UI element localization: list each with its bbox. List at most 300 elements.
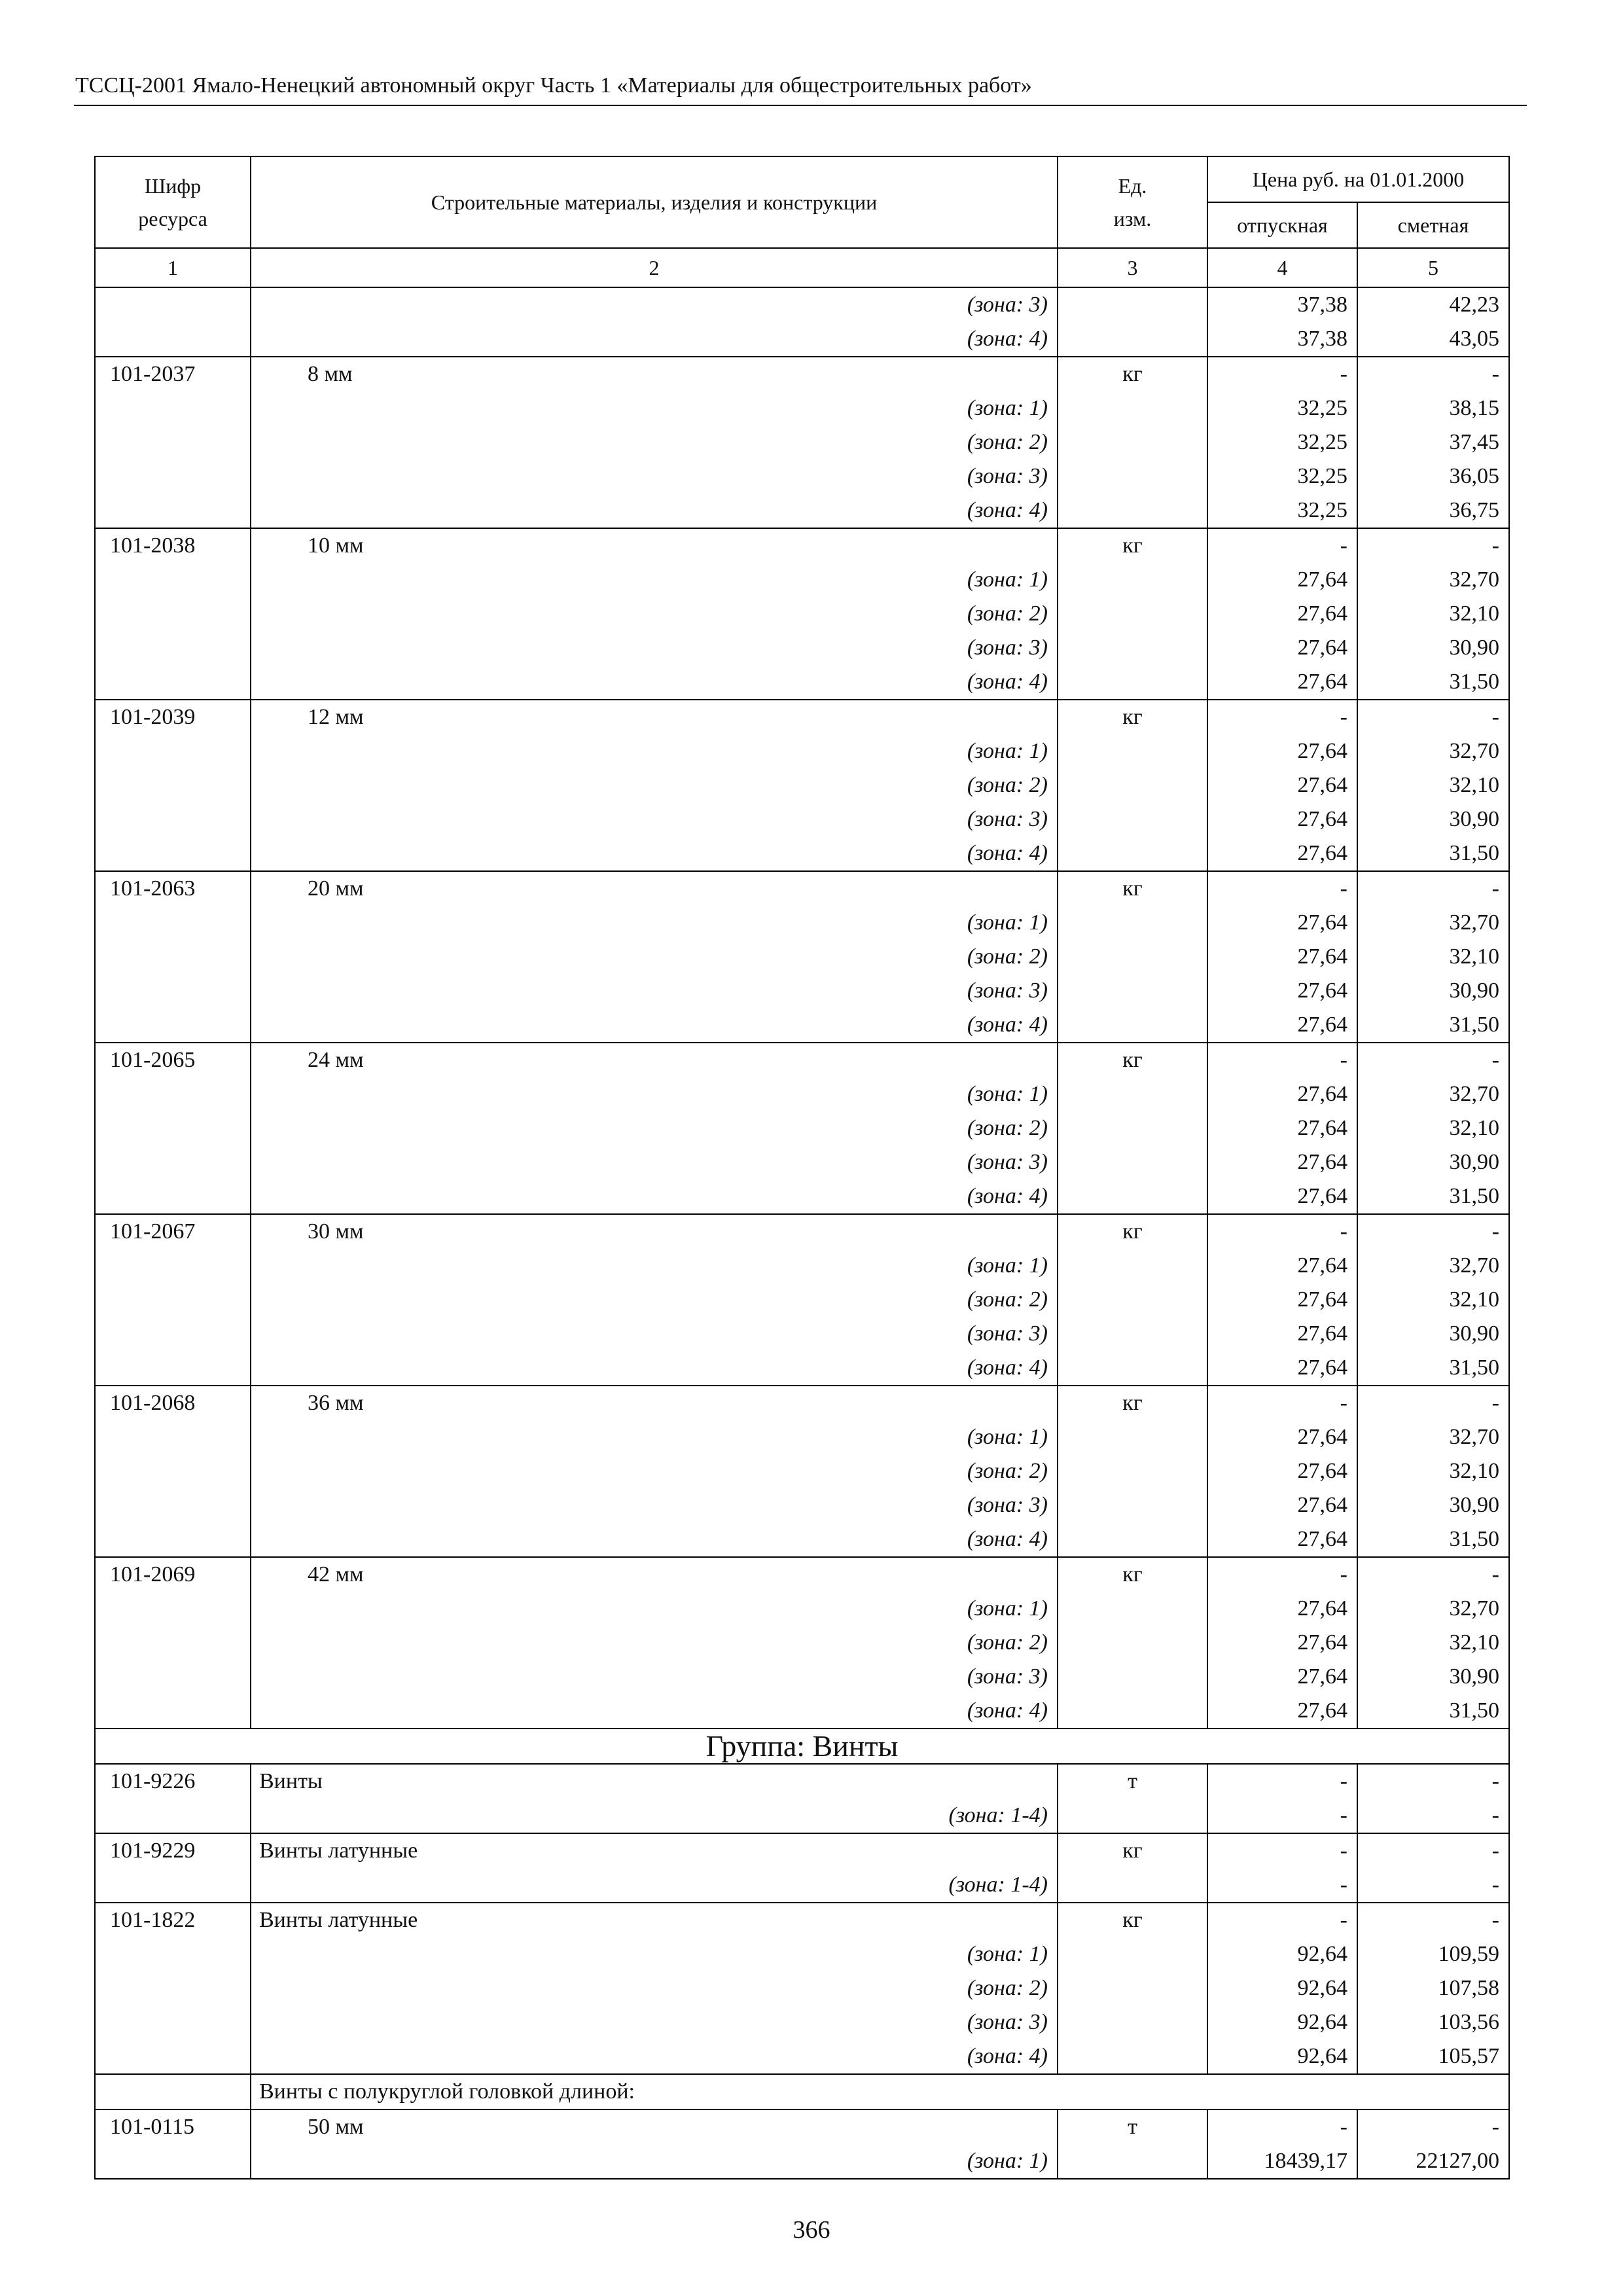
col-number: 3 [1058,248,1207,287]
material-name: 8 мм [251,357,1058,391]
estimate-price: 32,10 [1357,1454,1509,1488]
zone-price-row [95,2144,1509,2179]
resource-row [95,357,1509,391]
zone-label: (зона: 3) [251,1317,1058,1351]
zone-label: (зона: 4) [251,493,1058,528]
resource-code [95,1351,251,1386]
zone-price-row [95,563,1509,597]
running-header: ТССЦ-2001 Ямало-Ненецкий автономный округ Часть 1 «Материалы для общестроительных работ» [75,73,1032,98]
table-body [95,287,1509,2179]
unit [1058,1420,1207,1454]
resource-code [95,1799,251,1833]
unit [1058,631,1207,665]
zone-label: (зона: 4) [251,1694,1058,1729]
release-price: 32,25 [1207,425,1357,459]
resource-code: 101-1822 [95,1903,251,1937]
resource-code [95,665,251,700]
zone-price-row [95,1694,1509,1729]
release-price: 27,64 [1207,1351,1357,1386]
zone-price-row [95,1283,1509,1317]
zone-label: (зона: 1) [251,1937,1058,1971]
estimate-price: 30,90 [1357,631,1509,665]
zone-label: (зона: 1) [251,1077,1058,1111]
resource-code [95,1971,251,2005]
resource-code [95,1111,251,1145]
unit [1058,1111,1207,1145]
col-header-release: отпускная [1207,202,1357,248]
resource-code [95,1249,251,1283]
release-price: 27,64 [1207,906,1357,940]
release-price: 27,64 [1207,1454,1357,1488]
resource-row [95,1764,1509,1799]
release-price: - [1207,1557,1357,1592]
unit: кг [1058,1557,1207,1592]
unit [1058,940,1207,974]
material-name: Винты латунные [251,1903,1058,1937]
zone-label: (зона: 3) [251,631,1058,665]
col-header-price: Цена руб. на 01.01.2000 [1207,156,1509,202]
zone-price-row [95,1454,1509,1488]
unit [1058,2144,1207,2179]
material-name: 42 мм [251,1557,1058,1592]
estimate-price: - [1357,1214,1509,1249]
resource-code: 101-2039 [95,700,251,734]
estimate-price: 32,70 [1357,1420,1509,1454]
estimate-price: 32,10 [1357,597,1509,631]
unit [1058,2005,1207,2039]
zone-label: (зона: 2) [251,597,1058,631]
release-price: 27,64 [1207,768,1357,802]
zone-price-row [95,597,1509,631]
resource-row [95,871,1509,906]
unit: кг [1058,357,1207,391]
resource-code: 101-2037 [95,357,251,391]
zone-label: (зона: 2) [251,1454,1058,1488]
estimate-price: 30,90 [1357,1317,1509,1351]
release-price: - [1207,1833,1357,1868]
estimate-price: 30,90 [1357,1488,1509,1522]
zone-label: (зона: 2) [251,425,1058,459]
estimate-price: 31,50 [1357,1522,1509,1557]
estimate-price: - [1357,1799,1509,1833]
resource-code [95,322,251,357]
page-number: 366 [793,2216,830,2244]
unit [1058,1488,1207,1522]
unit [1058,2039,1207,2074]
zone-label: (зона: 3) [251,1145,1058,1179]
zone-price-row [95,1179,1509,1214]
resource-code: 101-9229 [95,1833,251,1868]
zone-label: (зона: 4) [251,1351,1058,1386]
material-name: 12 мм [251,700,1058,734]
release-price: 27,64 [1207,1008,1357,1043]
zone-price-row [95,1626,1509,1660]
release-price: 27,64 [1207,1249,1357,1283]
unit [1058,1454,1207,1488]
zone-label: (зона: 2) [251,1626,1058,1660]
release-price: 27,64 [1207,597,1357,631]
resource-code [95,734,251,768]
zone-label: (зона: 1) [251,1592,1058,1626]
unit [1058,459,1207,493]
zone-price-row [95,1488,1509,1522]
estimate-price: - [1357,1764,1509,1799]
zone-price-row [95,734,1509,768]
estimate-price: - [1357,700,1509,734]
unit [1058,1937,1207,1971]
resource-code: 101-2068 [95,1386,251,1420]
zone-price-row [95,631,1509,665]
zone-price-row [95,1008,1509,1043]
code-cell [95,2074,251,2109]
release-price: - [1207,1214,1357,1249]
unit: кг [1058,1214,1207,1249]
estimate-price: 31,50 [1357,1351,1509,1386]
release-price: - [1207,1043,1357,1077]
zone-label: (зона: 1) [251,563,1058,597]
release-price: 27,64 [1207,1179,1357,1214]
zone-price-row [95,493,1509,528]
estimate-price: - [1357,1903,1509,1937]
unit [1058,493,1207,528]
estimate-price: 38,15 [1357,391,1509,425]
subheading: Винты с полукруглой головкой длиной: [251,2074,1509,2109]
release-price: 27,64 [1207,1111,1357,1145]
zone-price-row [95,1317,1509,1351]
release-price: - [1207,700,1357,734]
resource-code [95,1522,251,1557]
unit [1058,1868,1207,1903]
zone-price-row [95,459,1509,493]
release-price: - [1207,2109,1357,2144]
unit [1058,1522,1207,1557]
zone-label: (зона: 4) [251,1522,1058,1557]
estimate-price: - [1357,1557,1509,1592]
zone-price-row [95,1937,1509,1971]
release-price: 27,64 [1207,1283,1357,1317]
release-price: 32,25 [1207,391,1357,425]
release-price: - [1207,528,1357,563]
estimate-price: 30,90 [1357,802,1509,836]
zone-label: (зона: 2) [251,1283,1058,1317]
resource-code [95,974,251,1008]
unit: кг [1058,871,1207,906]
resource-code [95,287,251,322]
resource-code [95,631,251,665]
estimate-price: - [1357,528,1509,563]
resource-code [95,425,251,459]
estimate-price: - [1357,2109,1509,2144]
resource-code [95,836,251,871]
unit: кг [1058,700,1207,734]
resource-code [95,940,251,974]
material-name: 30 мм [251,1214,1058,1249]
estimate-price: 30,90 [1357,1145,1509,1179]
resource-code [95,1420,251,1454]
resource-row [95,700,1509,734]
resource-code [95,1317,251,1351]
release-price: 27,64 [1207,1488,1357,1522]
estimate-price: 42,23 [1357,287,1509,322]
group-heading: Группа: Винты [95,1729,1509,1764]
zone-price-row [95,665,1509,700]
unit: т [1058,2109,1207,2144]
resource-code [95,768,251,802]
resource-code: 101-9226 [95,1764,251,1799]
release-price: 27,64 [1207,940,1357,974]
material-name: 50 мм [251,2109,1058,2144]
col-header-code: Шифр ресурса [95,156,251,248]
estimate-price: 36,75 [1357,493,1509,528]
zone-label: (зона: 1) [251,1249,1058,1283]
zone-label: (зона: 4) [251,1179,1058,1214]
resource-code [95,1488,251,1522]
resource-code [95,1660,251,1694]
resource-code [95,459,251,493]
release-price: - [1207,1903,1357,1937]
zone-label: (зона: 3) [251,2005,1058,2039]
resource-code [95,597,251,631]
estimate-price: - [1357,871,1509,906]
unit [1058,1179,1207,1214]
zone-price-row [95,2039,1509,2074]
estimate-price: 32,10 [1357,1111,1509,1145]
unit [1058,1145,1207,1179]
zone-price-row [95,322,1509,357]
estimate-price: 32,70 [1357,734,1509,768]
release-price: 27,64 [1207,665,1357,700]
resource-row [95,1557,1509,1592]
estimate-price: 103,56 [1357,2005,1509,2039]
zone-label: (зона: 1-4) [251,1799,1058,1833]
col-header-estimate: сметная [1357,202,1509,248]
release-price: 27,64 [1207,836,1357,871]
estimate-price: 36,05 [1357,459,1509,493]
price-table [94,156,1510,2179]
material-name: 20 мм [251,871,1058,906]
zone-price-row [95,1592,1509,1626]
unit [1058,1008,1207,1043]
zone-label: (зона: 4) [251,1008,1058,1043]
estimate-price: 31,50 [1357,836,1509,871]
zone-label: (зона: 2) [251,940,1058,974]
unit: кг [1058,528,1207,563]
zone-price-row [95,1868,1509,1903]
unit: кг [1058,1043,1207,1077]
release-price: 27,64 [1207,1522,1357,1557]
release-price: - [1207,357,1357,391]
col-number: 4 [1207,248,1357,287]
zone-label: (зона: 3) [251,802,1058,836]
resource-code: 101-2069 [95,1557,251,1592]
zone-price-row [95,940,1509,974]
subheading-row [95,2074,1509,2109]
unit [1058,734,1207,768]
release-price: 27,64 [1207,1077,1357,1111]
estimate-price: 32,70 [1357,906,1509,940]
unit [1058,1351,1207,1386]
release-price: 27,64 [1207,631,1357,665]
release-price: 92,64 [1207,2039,1357,2074]
zone-price-row [95,802,1509,836]
unit [1058,1799,1207,1833]
unit [1058,322,1207,357]
unit [1058,1077,1207,1111]
resource-code [95,2144,251,2179]
unit [1058,425,1207,459]
estimate-price: 30,90 [1357,974,1509,1008]
resource-row [95,1043,1509,1077]
estimate-price: 32,70 [1357,1077,1509,1111]
zone-label: (зона: 4) [251,665,1058,700]
estimate-price: 31,50 [1357,665,1509,700]
zone-label: (зона: 1) [251,391,1058,425]
resource-code [95,391,251,425]
release-price: 27,64 [1207,734,1357,768]
estimate-price: - [1357,357,1509,391]
unit: кг [1058,1386,1207,1420]
unit [1058,1971,1207,2005]
unit [1058,1694,1207,1729]
resource-code [95,1145,251,1179]
estimate-price: 31,50 [1357,1694,1509,1729]
zone-price-row [95,1971,1509,2005]
zone-label: (зона: 4) [251,836,1058,871]
zone-price-row [95,906,1509,940]
estimate-price: 32,10 [1357,1626,1509,1660]
unit [1058,836,1207,871]
resource-code [95,1179,251,1214]
resource-code: 101-2067 [95,1214,251,1249]
release-price: 27,64 [1207,1145,1357,1179]
zone-price-row [95,836,1509,871]
estimate-price: 37,45 [1357,425,1509,459]
estimate-price: 32,70 [1357,1592,1509,1626]
resource-code [95,1008,251,1043]
resource-code [95,563,251,597]
resource-code [95,1454,251,1488]
resource-code: 101-2065 [95,1043,251,1077]
release-price: 37,38 [1207,287,1357,322]
estimate-price: - [1357,1868,1509,1903]
release-price: - [1207,1764,1357,1799]
zone-label: (зона: 2) [251,768,1058,802]
zone-label: (зона: 1) [251,734,1058,768]
estimate-price: 31,50 [1357,1179,1509,1214]
zone-label: (зона: 3) [251,1488,1058,1522]
resource-code [95,493,251,528]
estimate-price: 32,70 [1357,563,1509,597]
unit [1058,768,1207,802]
zone-label: (зона: 4) [251,2039,1058,2074]
zone-price-row [95,1660,1509,1694]
unit [1058,802,1207,836]
release-price: 27,64 [1207,563,1357,597]
release-price: 37,38 [1207,322,1357,357]
resource-code: 101-2038 [95,528,251,563]
zone-price-row [95,425,1509,459]
unit [1058,665,1207,700]
material-name: 10 мм [251,528,1058,563]
unit: кг [1058,1833,1207,1868]
zone-price-row [95,1420,1509,1454]
estimate-price: 32,10 [1357,768,1509,802]
resource-code [95,906,251,940]
release-price: 27,64 [1207,802,1357,836]
unit [1058,563,1207,597]
zone-price-row [95,974,1509,1008]
release-price: 27,64 [1207,974,1357,1008]
zone-label: (зона: 3) [251,974,1058,1008]
unit [1058,906,1207,940]
unit [1058,287,1207,322]
estimate-price: 43,05 [1357,322,1509,357]
release-price: 27,64 [1207,1626,1357,1660]
estimate-price: - [1357,1386,1509,1420]
resource-row [95,1833,1509,1868]
unit [1058,974,1207,1008]
zone-price-row [95,2005,1509,2039]
release-price: - [1207,1386,1357,1420]
release-price: - [1207,1868,1357,1903]
release-price: 27,64 [1207,1660,1357,1694]
zone-label: (зона: 3) [251,459,1058,493]
estimate-price: 32,70 [1357,1249,1509,1283]
release-price: - [1207,1799,1357,1833]
unit [1058,391,1207,425]
unit [1058,1626,1207,1660]
resource-code [95,1077,251,1111]
col-number: 5 [1357,248,1509,287]
resource-code [95,1937,251,1971]
resource-code [95,1592,251,1626]
unit: т [1058,1764,1207,1799]
zone-price-row [95,1111,1509,1145]
unit [1058,597,1207,631]
resource-code: 101-0115 [95,2109,251,2144]
estimate-price: 30,90 [1357,1660,1509,1694]
zone-price-row [95,1351,1509,1386]
release-price: 92,64 [1207,1971,1357,2005]
zone-label: (зона: 1) [251,906,1058,940]
group-heading-row [95,1729,1509,1764]
col-header-unit: Ед. изм. [1058,156,1207,248]
zone-price-row [95,1077,1509,1111]
unit [1058,1317,1207,1351]
resource-row [95,1386,1509,1420]
zone-label: (зона: 1) [251,1420,1058,1454]
zone-price-row [95,1145,1509,1179]
resource-code: 101-2063 [95,871,251,906]
header-rule [74,105,1527,106]
resource-code [95,1694,251,1729]
resource-code [95,2005,251,2039]
estimate-price: 109,59 [1357,1937,1509,1971]
material-name: Винты [251,1764,1058,1799]
estimate-price: 32,10 [1357,940,1509,974]
material-name: 36 мм [251,1386,1058,1420]
zone-label: (зона: 1-4) [251,1868,1058,1903]
unit [1058,1283,1207,1317]
resource-row [95,1903,1509,1937]
release-price: 27,64 [1207,1317,1357,1351]
release-price: 27,64 [1207,1420,1357,1454]
estimate-price: 32,10 [1357,1283,1509,1317]
zone-label: (зона: 4) [251,322,1058,357]
release-price: 32,25 [1207,459,1357,493]
release-price: 92,64 [1207,2005,1357,2039]
estimate-price: - [1357,1043,1509,1077]
